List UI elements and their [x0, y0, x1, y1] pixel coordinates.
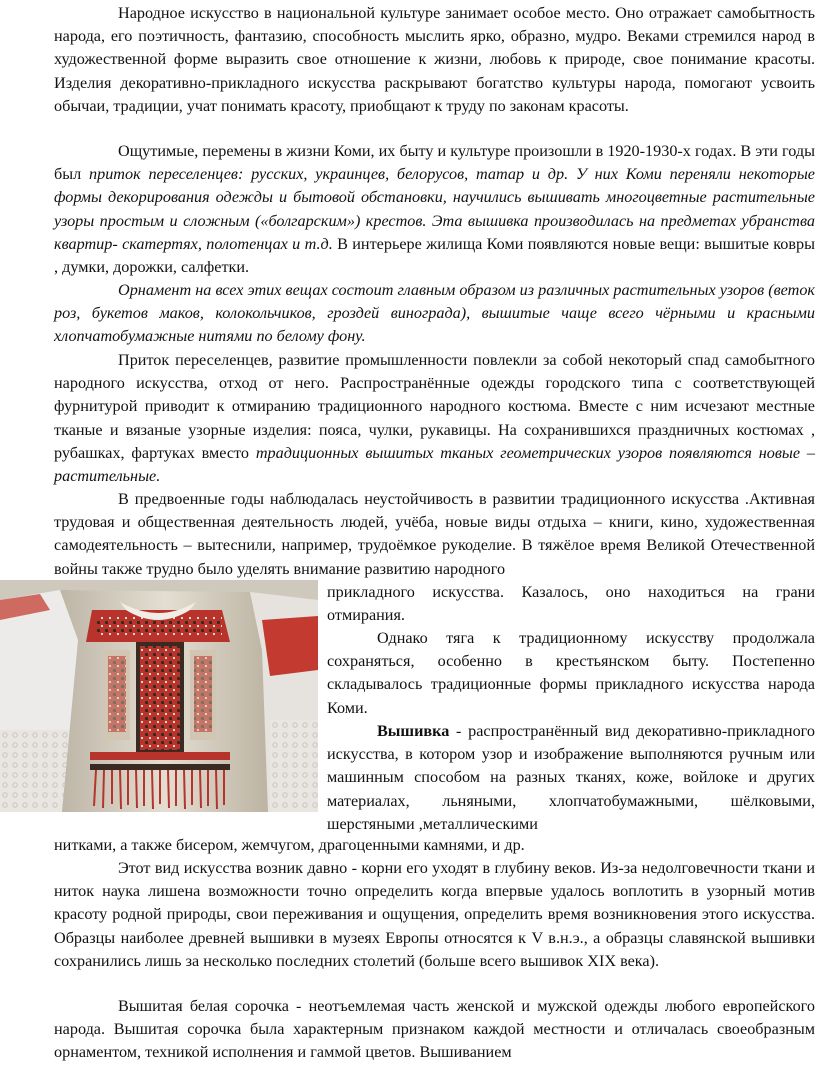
paragraph-settlers-text-a: Ощутимые, перемены в жизни Коми, их быту и культуре произошли в 1920-1930-х годах. В эти годы был	[54, 142, 815, 184]
paragraph-ornament	[54, 279, 815, 349]
paragraph-embroidery-history: Этот вид искусства возник давно - корни его уходят в глубину веков. Из-за недолговечности ткани и ниток наука лишена возможности точно определить когда впервые удалось воплотить в узорный мотив красоту родной природы, свои переживания и ощущения, определить время возникновения этого искусства. Образцы наиболее древней вышивки в музеях Европы относятся к V в.н.э., а образцы славянской вышивки сохранились лишь за несколько последних столетий (больше всего вышивок XIX века).	[54, 859, 815, 970]
paragraph-embroidery-definition-text: - распространённый вид декоративно-прикладного искусства, в котором узор и изображение выполняются ручным или машинным способом на разных тканях, коже, войлоке и других материалах, льняными, хлопчатобумажными, шёлковыми, шерстяными ,металлическими	[327, 722, 815, 833]
embroidered-costume-photo-svg	[0, 580, 318, 812]
embroidered-costume-photo	[0, 580, 318, 812]
paragraph-settlers-influence	[54, 140, 815, 279]
paragraph-decline-italic: традиционных вышитых тканых геометрических узоров появляются новые – растительные.	[54, 443, 815, 486]
paragraph-folk-art-intro: Народное искусство в национальной культуре занимает особое место. Оно отражает самобытность народа, его поэтичность, фантазию, способность мыслить ярко, образно, мудро. Веками стремился народ в художественной форме выразить свое отношение к жизни, любовь к природе, свое понимание красоты. Изделия декоративно-прикладного искусства раскрывают богатство культуры народа, помогают усвоить обычаи, традиции, учат понимать красоту, приобщают к труду по законам красоты.	[54, 4, 815, 115]
paragraph-prewar: В предвоенные годы наблюдалась неустойчивость в развитии традиционного искусства .Активная трудовая и общественная деятельность людей, учёба, новые виды отдыха – книги, кино, художественная самодеятельность – вытеснили, например, трудоёмкое рукоделие. В тяжёлое время Великой Отечественной войны также трудно было уделять внимание развитию народного	[54, 490, 815, 578]
paragraph-tradition-persists: Однако тяга к традиционному искусству продолжала сохраняться, особенно в крестьянском быту. Постепенно складывалось традиционные формы прикладного искусства народа Коми.	[327, 629, 815, 717]
paragraph-ornament-italic: Орнамент на всех этих вещах состоит главным образом из различных растительных узоров (веток роз, букетов маков, колокольчиков, гроздей винограда), вышитые чаще всего чёрными и красными хлопчатобумажные нитями по белому фону.	[54, 281, 815, 346]
paragraph-embroidered-shirt: Вышитая белая сорочка - неотъемлемая часть женской и мужской одежды любого европейского народа. Вышитая сорочка была характерным признаком каждой местности и отличалась своеобразным орнаментом, техникой исполнения и гаммой цветов. Вышиванием	[54, 997, 815, 1062]
paragraph-embroidery-definition-continued: нитками, а также бисером, жемчугом, драгоценными камнями, и др.	[54, 836, 525, 854]
term-embroidery: Вышивка	[377, 722, 450, 740]
paragraph-embroidery-definition	[327, 720, 815, 836]
paragraph-decline	[54, 349, 815, 488]
paragraph-settlers-text-italic: приток переселенцев: русских, украинцев, белорусов, татар и др. У них Коми переняли некоторые формы декорирования одежды и бытовой обстановки, научились вышивать многоцветные растительные узоры простым и сложным («болгарским») крестов. Эта вышивка производилась на предметах убранства квартир- скатертях, полотенцах и т.д.	[54, 165, 815, 253]
paragraph-decline-text-a: Приток переселенцев, развитие промышленности повлекли за собой некоторый спад самобытного народного искусства, отход от него. Распространённые одежды городского типа с соответствующей фурнитурой приводит к отмиранию традиционного народного костюма. Вместе с ним исчезают местные тканые и вязаные узорные изделия: пояса, чулки, рукавицы. На сохранившихся праздничных костюмах , рубашках, фартуках вместо	[54, 351, 815, 462]
paragraph-prewar-continued: прикладного искусства. Казалось, оно находиться на грани отмирания.	[327, 583, 815, 625]
paragraph-settlers-text-c: В интерьере жилища Коми появляются новые вещи: вышитые ковры , думки, дорожки, салфетки.	[54, 234, 816, 277]
